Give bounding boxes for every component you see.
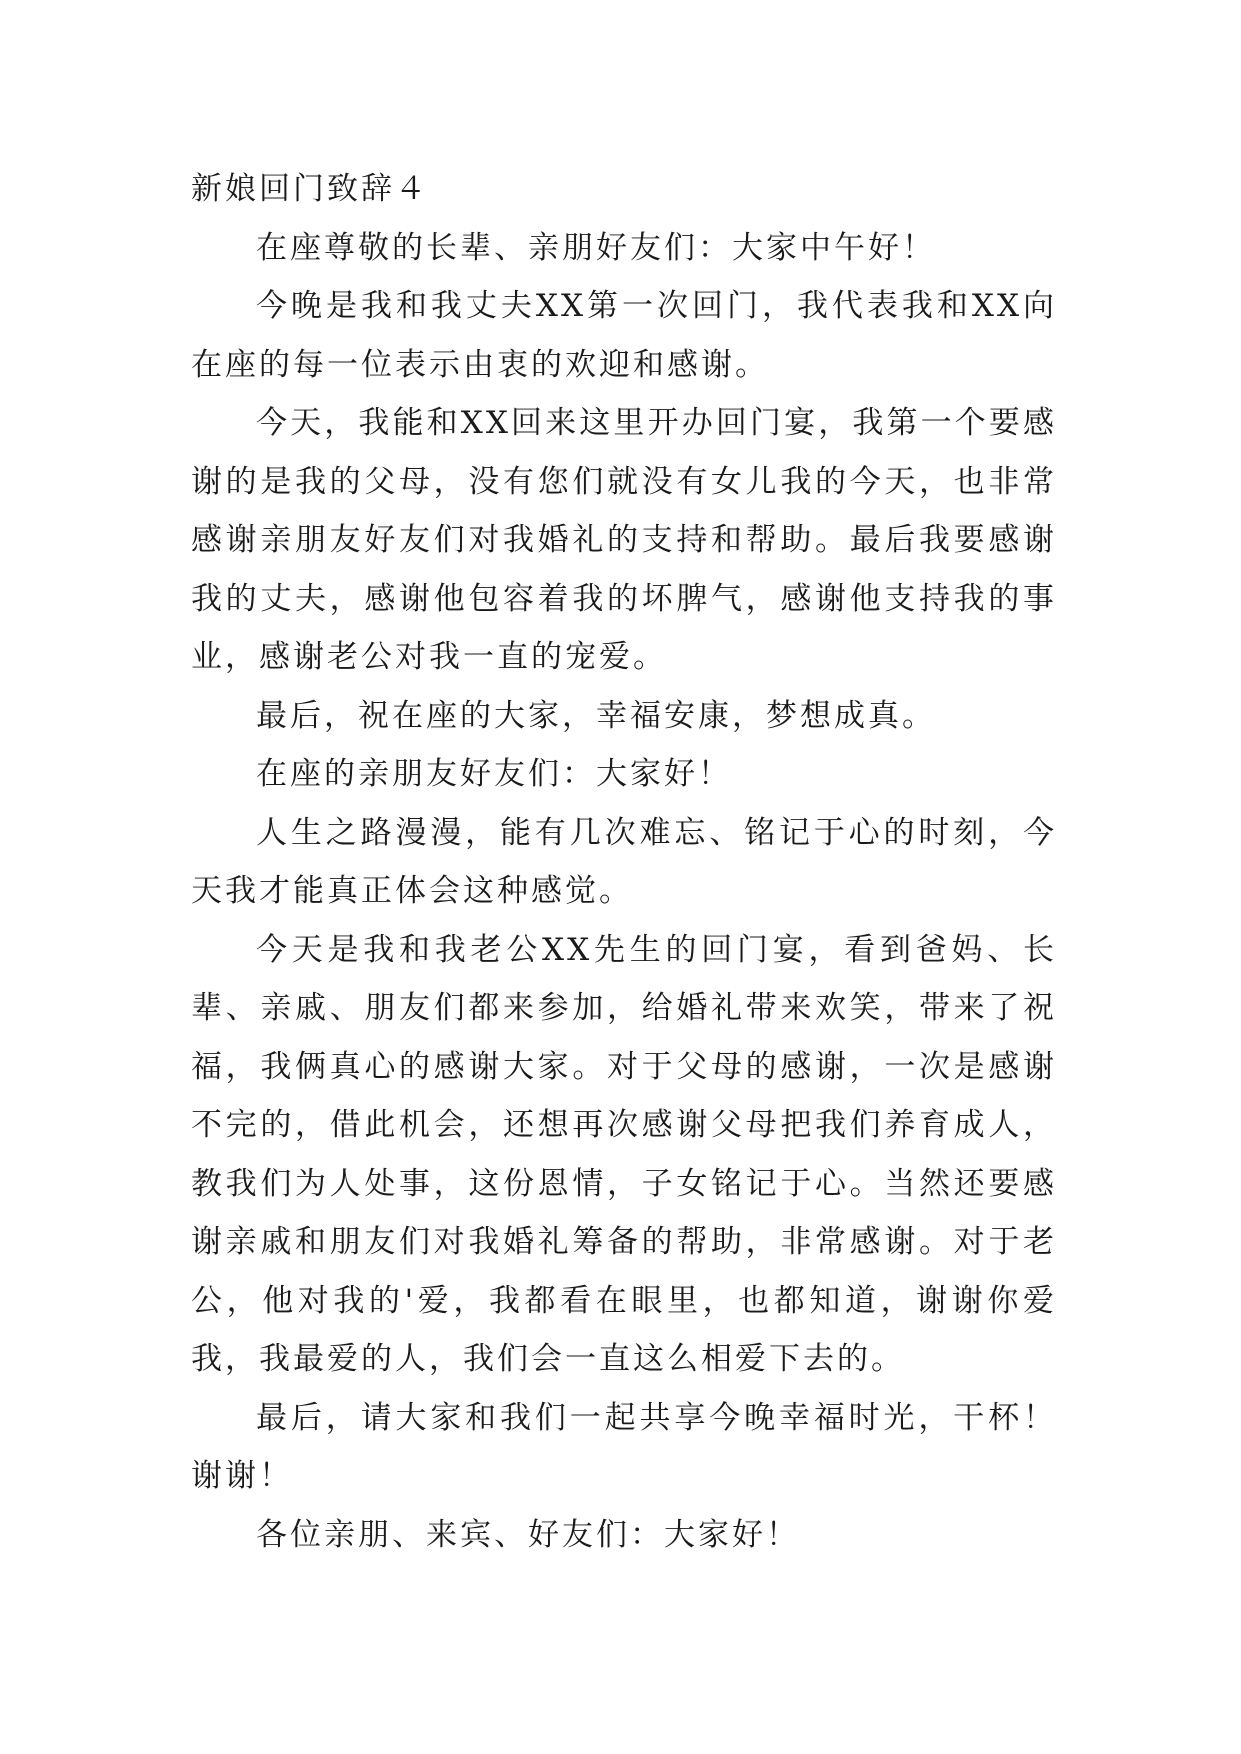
paragraph-toast: 最后，请大家和我们一起共享今晚幸福时光，干杯！谢谢！: [191, 1399, 1057, 1494]
paragraph-greeting-1: 在座尊敬的长辈、亲朋好友们：大家中午好！: [256, 229, 936, 266]
paragraph-thanks-all: 今天是我和我老公XX先生的回门宴，看到爸妈、长辈、亲戚、朋友们都来参加，给婚礼带来欢笑，带来了祝福，我俩真心的感谢大家。对于父母的感谢，一次是感谢不完的，借此机会，还想再次感谢父母把我们养育成人，教我们为人处事，这份恩情，子女铭记于心。当然还要感谢亲戚和朋友们对我婚礼筹备的帮助，非常感谢。对于老公，他对我的'爱，我都看在眼里，也都知道，谢谢你爱我，我最爱的人，我们会一直这么相爱下去的。: [191, 931, 1057, 1377]
document-title: 新娘回门致辞４: [191, 171, 429, 207]
paragraph-welcome: 今晚是我和我丈夫XX第一次回门，我代表我和XX向在座的每一位表示由衷的欢迎和感谢。: [191, 288, 1057, 383]
paragraph-greeting-2: 在座的亲朋友好友们：大家好！: [256, 756, 732, 792]
paragraph-greeting-3: 各位亲朋、来宾、好友们：大家好！: [256, 1516, 800, 1553]
document-body: [191, 160, 1057, 1564]
paragraph-thanks-parents: 今天，我能和XX回来这里开办回门宴，我第一个要感谢的是我的父母，没有您们就没有女儿我的今天，也非常感谢亲朋友好友们对我婚礼的支持和帮助。最后我要感谢我的丈夫，感谢他包容着我的坏脾气，感谢他支持我的事业，感谢老公对我一直的宠爱。: [191, 405, 1057, 675]
paragraph-blessing-1: 最后，祝在座的大家，幸福安康，梦想成真。: [256, 697, 936, 734]
paragraph-life-moment: 人生之路漫漫，能有几次难忘、铭记于心的时刻，今天我才能真正体会这种感觉。: [191, 814, 1057, 909]
